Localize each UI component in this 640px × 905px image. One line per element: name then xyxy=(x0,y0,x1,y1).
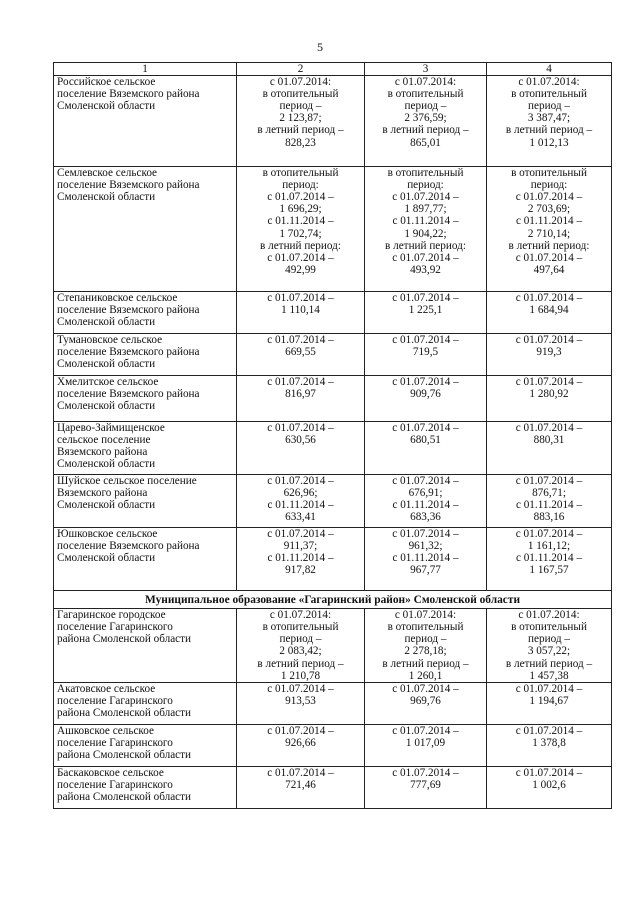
cell-line: 492,99 xyxy=(285,263,316,276)
cell-line: с 01.07.2014 – xyxy=(267,725,334,738)
cell-line: с 01.07.2014 – xyxy=(515,475,583,488)
cell-line: 1 897,77; xyxy=(404,203,447,216)
cell-line: с 01.07.2014 – xyxy=(392,422,459,435)
settlement-name-cell xyxy=(54,376,237,422)
cell-line: 961,32; xyxy=(408,540,443,553)
cell-line: с 01.07.2014 – xyxy=(515,528,583,541)
cell-line: с 01.07.2014 – xyxy=(392,251,459,264)
value-cell-col4 xyxy=(487,167,612,292)
cell-line: Смоленской области xyxy=(57,191,156,204)
cell-line: 969,76 xyxy=(410,695,441,708)
value-cell-col4 xyxy=(487,683,612,725)
cell-line: в летний период – xyxy=(505,657,593,670)
settlement-name-cell xyxy=(54,292,237,334)
cell-line: поселение Вяземского района xyxy=(57,179,200,192)
cell-line: с 01.11.2014 – xyxy=(515,215,583,228)
cell-line: 2 376,59; xyxy=(404,112,447,125)
value-cell-col4 xyxy=(487,609,612,683)
cell-line: Баскаковское сельское xyxy=(57,767,164,780)
cell-line: с 01.07.2014 – xyxy=(267,292,334,305)
column-header-2: 2 xyxy=(237,63,365,76)
cell-line: поселение Гагаринского xyxy=(57,695,173,708)
cell-line: с 01.07.2014 – xyxy=(267,528,334,541)
cell-line: с 01.07.2014 – xyxy=(392,191,459,204)
cell-line: района Смоленской области xyxy=(57,749,192,762)
settlement-name-cell xyxy=(54,528,237,591)
cell-line: 2 278,18; xyxy=(404,645,447,658)
cell-line: 828,23 xyxy=(285,136,316,149)
cell-line: 3 387,47; xyxy=(527,112,571,125)
cell-line: в отопительный xyxy=(387,88,464,101)
cell-line: 630,56 xyxy=(285,434,316,447)
value-cell-col3 xyxy=(365,334,487,376)
value-cell-col2 xyxy=(237,167,365,292)
cell-line: 676,91; xyxy=(408,487,443,500)
cell-line: 816,97 xyxy=(285,388,316,401)
cell-line: с 01.07.2014 – xyxy=(267,767,334,780)
cell-line: с 01.11.2014 – xyxy=(392,499,459,512)
cell-line: 2 083,42; xyxy=(279,645,322,658)
cell-line: 3 057,22; xyxy=(527,645,571,658)
cell-line: Смоленской области xyxy=(57,400,156,413)
cell-line: 1 002,6 xyxy=(532,779,566,792)
cell-line: Смоленской области xyxy=(57,552,156,565)
cell-line: с 01.07.2014 – xyxy=(392,475,459,488)
value-cell-col4 xyxy=(487,475,612,528)
cell-line: в летний период – xyxy=(505,124,593,137)
cell-line: с 01.11.2014 – xyxy=(267,215,334,228)
value-cell-col4 xyxy=(487,76,612,167)
column-header-4: 4 xyxy=(487,63,612,76)
cell-line: 1 167,57 xyxy=(529,564,569,577)
value-cell-col3 xyxy=(365,76,487,167)
cell-line: период: xyxy=(530,179,568,192)
cell-line: в отопительный xyxy=(262,621,339,634)
table-row xyxy=(54,683,612,725)
cell-line: Юшковское сельское xyxy=(57,528,158,541)
cell-line: поселение Гагаринского xyxy=(57,621,173,634)
cell-line: в летний период: xyxy=(260,239,341,252)
table-row xyxy=(54,376,612,422)
cell-line: с 01.07.2014 – xyxy=(515,725,583,738)
cell-line: 967,77 xyxy=(410,564,441,577)
cell-line: 721,46 xyxy=(285,779,316,792)
cell-line: 926,66 xyxy=(285,737,316,750)
cell-line: 911,37; xyxy=(283,540,318,553)
cell-line: 497,64 xyxy=(533,263,565,276)
value-cell-col2 xyxy=(237,683,365,725)
cell-line: 1 012,13 xyxy=(529,136,569,149)
cell-line: 1 161,12; xyxy=(527,540,571,553)
cell-line: поселение Гагаринского xyxy=(57,737,173,750)
cell-line: района Смоленской области xyxy=(57,633,192,646)
cell-line: поселение Гагаринского xyxy=(57,779,173,792)
value-cell-col4 xyxy=(487,422,612,475)
value-cell-col3 xyxy=(365,683,487,725)
cell-line: в отопительный xyxy=(511,167,587,180)
cell-line: в отопительный xyxy=(387,167,464,180)
cell-line: 1 260,1 xyxy=(408,669,443,682)
cell-line: с 01.07.2014 – xyxy=(515,292,583,305)
cell-line: поселение Вяземского района xyxy=(57,388,200,401)
cell-line: 917,82 xyxy=(285,564,316,577)
cell-line: с 01.07.2014 – xyxy=(392,292,459,305)
cell-line: 1 017,09 xyxy=(405,737,446,750)
cell-line: период – xyxy=(279,100,322,113)
value-cell-col3 xyxy=(365,725,487,767)
cell-line: с 01.07.2014: xyxy=(269,609,332,622)
cell-line: с 01.07.2014: xyxy=(394,609,457,622)
cell-line: 919,3 xyxy=(536,346,562,359)
value-cell-col3 xyxy=(365,609,487,683)
cell-line: 2 123,87; xyxy=(279,112,322,125)
column-header-3: 3 xyxy=(365,63,487,76)
cell-line: Смоленской области xyxy=(57,100,156,113)
cell-line: 626,96; xyxy=(283,487,318,500)
cell-line: с 01.07.2014: xyxy=(518,76,580,89)
value-cell-col4 xyxy=(487,767,612,809)
cell-line: 669,55 xyxy=(285,346,316,359)
cell-line: с 01.07.2014 – xyxy=(267,334,334,347)
value-cell-col2 xyxy=(237,292,365,334)
column-number-row xyxy=(54,63,612,76)
table-row xyxy=(54,528,612,591)
cell-line: Вяземского района xyxy=(57,487,148,500)
cell-line: период – xyxy=(404,633,447,646)
cell-line: 2 703,69; xyxy=(527,203,571,216)
value-cell-col3 xyxy=(365,528,487,591)
cell-line: в отопительный xyxy=(511,88,587,101)
cell-line: поселение Вяземского района xyxy=(57,540,200,553)
cell-line: Хмелитское сельское xyxy=(57,376,159,389)
settlement-name-cell xyxy=(54,76,237,167)
cell-line: 680,51 xyxy=(410,434,441,447)
settlement-name-cell xyxy=(54,683,237,725)
cell-line: 1 702,74; xyxy=(279,227,322,240)
cell-line: 865,01 xyxy=(410,136,441,149)
table-row xyxy=(54,334,612,376)
settlement-name-cell xyxy=(54,422,237,475)
cell-line: Степаниковское сельское xyxy=(57,292,178,305)
cell-line: с 01.11.2014 – xyxy=(392,215,459,228)
value-cell-col2 xyxy=(237,376,365,422)
cell-line: 880,31 xyxy=(533,434,565,447)
cell-line: в отопительный xyxy=(262,167,339,180)
cell-line: Российское сельское xyxy=(57,76,156,89)
cell-line: в летний период – xyxy=(382,124,469,137)
table-row xyxy=(54,609,612,683)
value-cell-col2 xyxy=(237,725,365,767)
cell-line: с 01.07.2014 – xyxy=(515,376,583,389)
cell-line: 876,71; xyxy=(532,487,566,500)
table-row xyxy=(54,767,612,809)
cell-line: 1 904,22; xyxy=(404,227,447,240)
cell-line: с 01.07.2014 – xyxy=(392,528,459,541)
cell-line: с 01.07.2014 – xyxy=(267,251,334,264)
cell-line: с 01.07.2014 – xyxy=(515,683,583,696)
cell-line: Смоленской области xyxy=(57,316,156,329)
cell-line: 1 457,38 xyxy=(529,669,569,682)
cell-line: с 01.07.2014 – xyxy=(515,191,583,204)
value-cell-col3 xyxy=(365,767,487,809)
cell-line: 1 225,1 xyxy=(408,304,443,317)
value-cell-col2 xyxy=(237,767,365,809)
cell-line: с 01.07.2014 – xyxy=(392,334,459,347)
cell-line: Смоленской области xyxy=(57,458,156,471)
table-row xyxy=(54,422,612,475)
cell-line: с 01.07.2014 – xyxy=(392,683,459,696)
cell-line: с 01.07.2014 – xyxy=(392,376,459,389)
cell-line: в летний период: xyxy=(385,239,466,252)
cell-line: 913,53 xyxy=(285,695,316,708)
cell-line: с 01.07.2014 – xyxy=(515,334,583,347)
cell-line: в летний период – xyxy=(257,124,344,137)
value-cell-col2 xyxy=(237,528,365,591)
cell-line: 719,5 xyxy=(412,346,439,359)
cell-line: период: xyxy=(407,179,444,192)
cell-line: 633,41 xyxy=(285,511,316,524)
section-row xyxy=(54,591,612,609)
cell-line: с 01.07.2014 – xyxy=(267,376,334,389)
value-cell-col3 xyxy=(365,167,487,292)
value-cell-col3 xyxy=(365,422,487,475)
settlement-name-cell xyxy=(54,725,237,767)
cell-line: 883,16 xyxy=(533,511,565,524)
cell-line: с 01.07.2014 – xyxy=(515,251,583,264)
cell-line: 1 194,67 xyxy=(529,695,569,708)
cell-line: Гагаринское городское xyxy=(57,609,166,622)
cell-line: района Смоленской области xyxy=(57,707,192,720)
value-cell-col2 xyxy=(237,422,365,475)
cell-line: в летний период – xyxy=(257,657,344,670)
cell-line: с 01.07.2014 – xyxy=(392,767,459,780)
cell-line: с 01.11.2014 – xyxy=(392,552,459,565)
cell-line: Ашковское сельское xyxy=(57,725,154,738)
value-cell-col3 xyxy=(365,376,487,422)
cell-line: поселение Вяземского района xyxy=(57,88,200,101)
cell-line: в летний период – xyxy=(382,657,469,670)
cell-line: в летний период: xyxy=(508,239,590,252)
value-cell-col4 xyxy=(487,334,612,376)
cell-line: период: xyxy=(282,179,319,192)
table-row xyxy=(54,475,612,528)
value-cell-col2 xyxy=(237,334,365,376)
settlement-name-cell xyxy=(54,609,237,683)
settlement-name-cell xyxy=(54,334,237,376)
cell-line: 1 280,92 xyxy=(529,388,569,401)
section-title: Муниципальное образование «Гагаринский район» Смоленской области xyxy=(54,591,612,609)
value-cell-col3 xyxy=(365,475,487,528)
cell-line: с 01.11.2014 – xyxy=(515,499,583,512)
column-header-1: 1 xyxy=(54,63,237,76)
page-number: 5 xyxy=(317,40,323,54)
cell-line: сельское поселение xyxy=(57,434,151,447)
cell-line: 1 378,8 xyxy=(532,737,566,750)
cell-line: 493,92 xyxy=(410,263,441,276)
cell-line: 1 684,94 xyxy=(529,304,569,317)
cell-line: Смоленской области xyxy=(57,358,156,371)
cell-line: поселение Вяземского района xyxy=(57,304,200,317)
cell-line: с 01.07.2014: xyxy=(394,76,457,89)
settlement-name-cell xyxy=(54,475,237,528)
value-cell-col4 xyxy=(487,376,612,422)
value-cell-col4 xyxy=(487,725,612,767)
cell-line: Смоленской области xyxy=(57,499,156,512)
cell-line: с 01.07.2014 – xyxy=(515,767,583,780)
cell-line: период – xyxy=(279,633,322,646)
cell-line: с 01.11.2014 – xyxy=(515,552,583,565)
cell-line: период – xyxy=(528,633,570,646)
cell-line: с 01.07.2014 – xyxy=(267,422,334,435)
cell-line: с 01.07.2014 – xyxy=(267,683,334,696)
vyazma-rows xyxy=(54,76,612,591)
table-row xyxy=(54,76,612,167)
cell-line: с 01.07.2014: xyxy=(518,609,580,622)
cell-line: 1 696,29; xyxy=(279,203,322,216)
cell-line: Царево-Займищенское xyxy=(57,422,165,435)
cell-line: с 01.07.2014 – xyxy=(392,725,459,738)
cell-line: 2 710,14; xyxy=(527,227,571,240)
cell-line: поселение Вяземского района xyxy=(57,346,200,359)
cell-line: в отопительный xyxy=(387,621,464,634)
cell-line: Вяземского района xyxy=(57,446,148,459)
table-row xyxy=(54,292,612,334)
value-cell-col2 xyxy=(237,609,365,683)
value-cell-col4 xyxy=(487,528,612,591)
cell-line: Семлевское сельское xyxy=(57,167,158,180)
cell-line: 1 210,78 xyxy=(280,669,321,682)
cell-line: период – xyxy=(404,100,447,113)
value-cell-col3 xyxy=(365,292,487,334)
settlement-name-cell xyxy=(54,767,237,809)
value-cell-col2 xyxy=(237,475,365,528)
gagarin-rows xyxy=(54,609,612,809)
cell-line: с 01.07.2014 – xyxy=(267,191,334,204)
cell-line: в отопительный xyxy=(262,88,339,101)
tariff-table xyxy=(53,62,612,809)
cell-line: 1 110,14 xyxy=(281,304,320,317)
cell-line: в отопительный xyxy=(511,621,587,634)
value-cell-col2 xyxy=(237,76,365,167)
cell-line: Тумановское сельское xyxy=(57,334,163,347)
cell-line: с 01.11.2014 – xyxy=(267,552,334,565)
cell-line: с 01.07.2014 – xyxy=(515,422,583,435)
cell-line: с 01.11.2014 – xyxy=(267,499,334,512)
value-cell-col4 xyxy=(487,292,612,334)
cell-line: 777,69 xyxy=(410,779,441,792)
cell-line: с 01.07.2014: xyxy=(269,76,332,89)
cell-line: Акатовское сельское xyxy=(57,683,156,696)
cell-line: 909,76 xyxy=(410,388,441,401)
table-row xyxy=(54,167,612,292)
cell-line: с 01.07.2014 – xyxy=(267,475,334,488)
table-row xyxy=(54,725,612,767)
settlement-name-cell xyxy=(54,167,237,292)
cell-line: Шуйское сельское поселение xyxy=(57,475,197,488)
cell-line: период – xyxy=(528,100,570,113)
cell-line: 683,36 xyxy=(410,511,441,524)
cell-line: района Смоленской области xyxy=(57,791,192,804)
